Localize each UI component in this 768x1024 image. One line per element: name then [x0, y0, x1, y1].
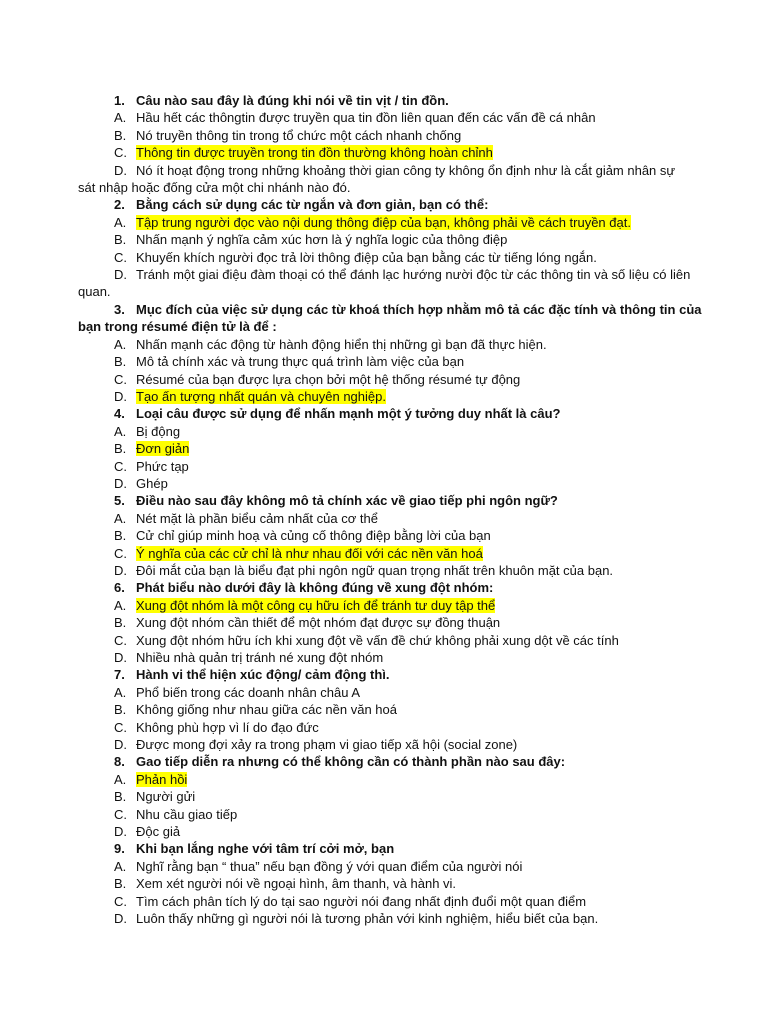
option-line: [0, 231, 768, 248]
option-text: Nhiều nhà quản trị tránh né xung đột nhóm: [136, 650, 384, 665]
highlighted-answer-text: Tập trung người đọc vào nội dung thông điệp của bạn, không phải về cách truyền đạt.: [136, 214, 631, 230]
option-label: A.: [114, 858, 127, 874]
option-line: [0, 684, 768, 701]
question-line: [0, 92, 768, 109]
question-text: Phát biểu nào dưới đây là không đúng về xung đột nhóm:: [136, 580, 494, 596]
question-number: 3.: [114, 301, 125, 317]
option-text: Cử chỉ giúp minh hoạ và củng cố thông điệp bằng lời của bạn: [136, 528, 491, 544]
option-line: [0, 336, 768, 353]
option-label: A.: [114, 771, 127, 787]
option-line: [0, 510, 768, 527]
highlighted-answer-text: Đơn giản: [136, 441, 190, 457]
question-line: [0, 840, 768, 857]
question-line: [0, 405, 768, 422]
option-label: A.: [114, 597, 127, 613]
option-label: B.: [114, 354, 127, 370]
option-line: [0, 875, 768, 892]
question-block: [0, 666, 768, 753]
option-text: Nó ít hoạt động trong những khoảng thời gian công ty không ổn định như là cắt giảm nhân sự: [136, 162, 676, 178]
highlighted-answer-text: Phản hồi: [136, 771, 188, 787]
option-line: [0, 823, 768, 840]
option-text: Khuyến khích người đọc trả lời thông điệp của bạn bằng các từ tiếng lóng ngắn.: [136, 249, 597, 265]
option-line: [0, 701, 768, 718]
question-number: 1.: [114, 93, 125, 108]
option-line: [0, 440, 768, 457]
question-block: [0, 840, 768, 927]
question-number: 2.: [114, 197, 125, 213]
question-line: [0, 579, 768, 596]
option-label: B.: [114, 528, 127, 544]
option-line: [0, 806, 768, 823]
option-line: [0, 144, 768, 161]
option-text: Nhấn mạnh các động từ hành động hiển thị những gì bạn đã thực hiện.: [136, 336, 547, 352]
option-line: [0, 249, 768, 266]
question-text: Khi bạn lắng nghe với tâm trí cởi mở, bạn: [136, 841, 395, 857]
option-label: A.: [114, 510, 127, 526]
question-line: [0, 753, 768, 770]
option-label: C.: [114, 371, 127, 387]
option-line: [0, 371, 768, 388]
option-line: [0, 423, 768, 440]
option-line: [0, 388, 768, 405]
option-label: A.: [114, 684, 127, 700]
question-line: [0, 301, 768, 318]
question-text: Hành vi thể hiện xúc động/ cảm động thì.: [136, 667, 390, 683]
option-label: A.: [114, 110, 127, 126]
option-text: Tránh một giai điệu đàm thoại có thể đánh lạc hướng nười độc từ các thông tin và số liệu có liên: [136, 267, 691, 283]
option-label: D.: [114, 475, 127, 491]
option-label: D.: [114, 737, 127, 753]
option-label: B.: [114, 876, 127, 892]
question-text: Mục đích của việc sử dụng các từ khoá thích hợp nhằm mô tả các đặc tính và thông tin của: [136, 301, 702, 317]
option-line: [0, 127, 768, 144]
option-label: D.: [114, 162, 127, 178]
option-line: [0, 614, 768, 631]
option-text: Tìm cách phân tích lý do tại sao người nói đang nhất định đuổi một quan điểm: [136, 893, 587, 909]
option-text: Nét mặt là phần biểu cảm nhất của cơ thể: [136, 510, 378, 526]
option-label: D.: [114, 650, 127, 665]
question-number: 5.: [114, 493, 125, 509]
question-text: Điều nào sau đây không mô tả chính xác về giao tiếp phi ngôn ngữ?: [136, 493, 558, 509]
option-text: Nhấn mạnh ý nghĩa cảm xúc hơn là ý nghĩa logic của thông điệp: [136, 232, 508, 248]
option-text: Luôn thấy những gì người nói là tương phản với kinh nghiệm, hiểu biết của bạn.: [136, 911, 599, 927]
option-label: C.: [114, 458, 127, 474]
option-text: Phức tạp: [136, 458, 189, 474]
option-line: [0, 458, 768, 475]
option-label: C.: [114, 719, 127, 735]
option-label: B.: [114, 441, 127, 457]
option-text: Không phù hợp vì lí do đạo đức: [136, 719, 319, 735]
option-line: [0, 771, 768, 788]
option-text: Xem xét người nói về ngoại hình, âm thanh, và hành vi.: [136, 876, 457, 892]
option-text: Hầu hết các thôngtin được truyền qua tin đồn liên quan đến các vấn đề cá nhân: [136, 110, 596, 126]
option-label: A.: [114, 214, 127, 230]
highlighted-answer-text: Ý nghĩa của các cử chỉ là như nhau đối với các nền văn hoá: [136, 545, 483, 561]
highlighted-answer-text: Xung đột nhóm là một công cụ hữu ích để tránh tư duy tập thể: [136, 597, 496, 613]
option-text: Nghĩ rằng bạn “ thua” nếu bạn đồng ý với quan điểm của người nói: [136, 858, 523, 874]
option-text: Đôi mắt của bạn là biểu đạt phi ngôn ngữ quan trọng nhất trên khuôn mặt của bạn.: [136, 562, 614, 578]
option-text: Xung đột nhóm hữu ích khi xung đột về vấn đề chứ không phải xung dột về các tính: [136, 632, 619, 648]
option-line: [0, 649, 768, 666]
highlighted-answer-text: Tạo ấn tượng nhất quán và chuyên nghiệp.: [136, 388, 386, 404]
option-label: C.: [114, 632, 127, 648]
question-block: [0, 196, 768, 300]
question-number: 9.: [114, 841, 125, 857]
option-text-continued: quan.: [78, 284, 111, 300]
question-block: [0, 753, 768, 840]
question-block: [0, 579, 768, 666]
question-text-continued: bạn trong résumé điện tử là để :: [78, 319, 277, 335]
question-text: Loại câu được sử dụng để nhấn mạnh một ý tưởng duy nhất là câu?: [136, 406, 561, 422]
option-label: C.: [114, 145, 127, 161]
option-label: C.: [114, 893, 127, 909]
option-line: [0, 475, 768, 492]
option-label: B.: [114, 232, 127, 248]
option-line: [0, 162, 768, 179]
option-label: C.: [114, 545, 127, 561]
option-line: [0, 788, 768, 805]
option-label: D.: [114, 562, 127, 578]
option-line: [0, 527, 768, 544]
option-label: B.: [114, 789, 127, 805]
option-line: [0, 353, 768, 370]
question-block: [0, 301, 768, 405]
option-line: [0, 910, 768, 927]
option-text: Mô tả chính xác và trung thực quá trình làm việc của bạn: [136, 354, 465, 370]
option-text: Không giống như nhau giữa các nền văn hoá: [136, 702, 397, 718]
question-block: [0, 92, 768, 196]
option-text: Độc giả: [136, 824, 181, 840]
question-text: Gao tiếp diễn ra nhưng có thể không cần có thành phần nào sau đây:: [136, 754, 566, 770]
option-label: D.: [114, 824, 127, 840]
option-label: A.: [114, 423, 127, 439]
question-text: Câu nào sau đây là đúng khi nói về tin vịt / tin đồn.: [136, 93, 449, 108]
option-text: Ghép: [136, 475, 168, 491]
option-line: [0, 214, 768, 231]
question-line: [0, 666, 768, 683]
option-label: A.: [114, 336, 127, 352]
option-label: C.: [114, 249, 127, 265]
option-label: D.: [114, 388, 127, 404]
option-text: Phổ biến trong các doanh nhân châu A: [136, 684, 361, 700]
option-label: B.: [114, 702, 127, 718]
option-text: Nó truyền thông tin trong tổ chức một cách nhanh chống: [136, 127, 462, 143]
option-text: Résumé của bạn được lựa chọn bởi một hệ thống résumé tự động: [136, 371, 521, 387]
option-label: D.: [114, 911, 127, 927]
option-line: [0, 858, 768, 875]
option-line: [0, 719, 768, 736]
option-text: Người gửi: [136, 789, 196, 805]
option-line: [0, 109, 768, 126]
option-line: [0, 266, 768, 283]
option-text-continued: sát nhập hoặc đống cửa một chi nhánh nào đó.: [78, 180, 351, 196]
option-line: [0, 632, 768, 649]
option-label: D.: [114, 267, 127, 283]
question-block: [0, 492, 768, 579]
question-number: 8.: [114, 754, 125, 770]
option-label: B.: [114, 615, 127, 631]
option-text: Nhu cầu giao tiếp: [136, 806, 238, 822]
option-label: B.: [114, 127, 127, 143]
question-text: Bằng cách sử dụng các từ ngắn và đơn giản, bạn có thể:: [136, 197, 489, 213]
option-line: [0, 545, 768, 562]
question-number: 4.: [114, 406, 125, 422]
option-text: Được mong đợi xảy ra trong phạm vi giao tiếp xã hội (social zone): [136, 737, 518, 753]
highlighted-answer-text: Thông tin được truyền trong tin đồn thường không hoàn chỉnh: [136, 145, 493, 161]
option-line: [0, 893, 768, 910]
question-line: [0, 492, 768, 509]
option-text: Xung đột nhóm cần thiết để một nhóm đạt được sự đồng thuận: [136, 615, 501, 631]
question-block: [0, 405, 768, 492]
question-number: 7.: [114, 667, 125, 683]
option-line: [0, 597, 768, 614]
option-line: [0, 562, 768, 579]
option-label: C.: [114, 806, 127, 822]
option-line: [0, 736, 768, 753]
question-line: [0, 196, 768, 213]
option-text: Bị động: [136, 423, 181, 439]
question-list: [0, 92, 768, 928]
question-number: 6.: [114, 580, 125, 596]
